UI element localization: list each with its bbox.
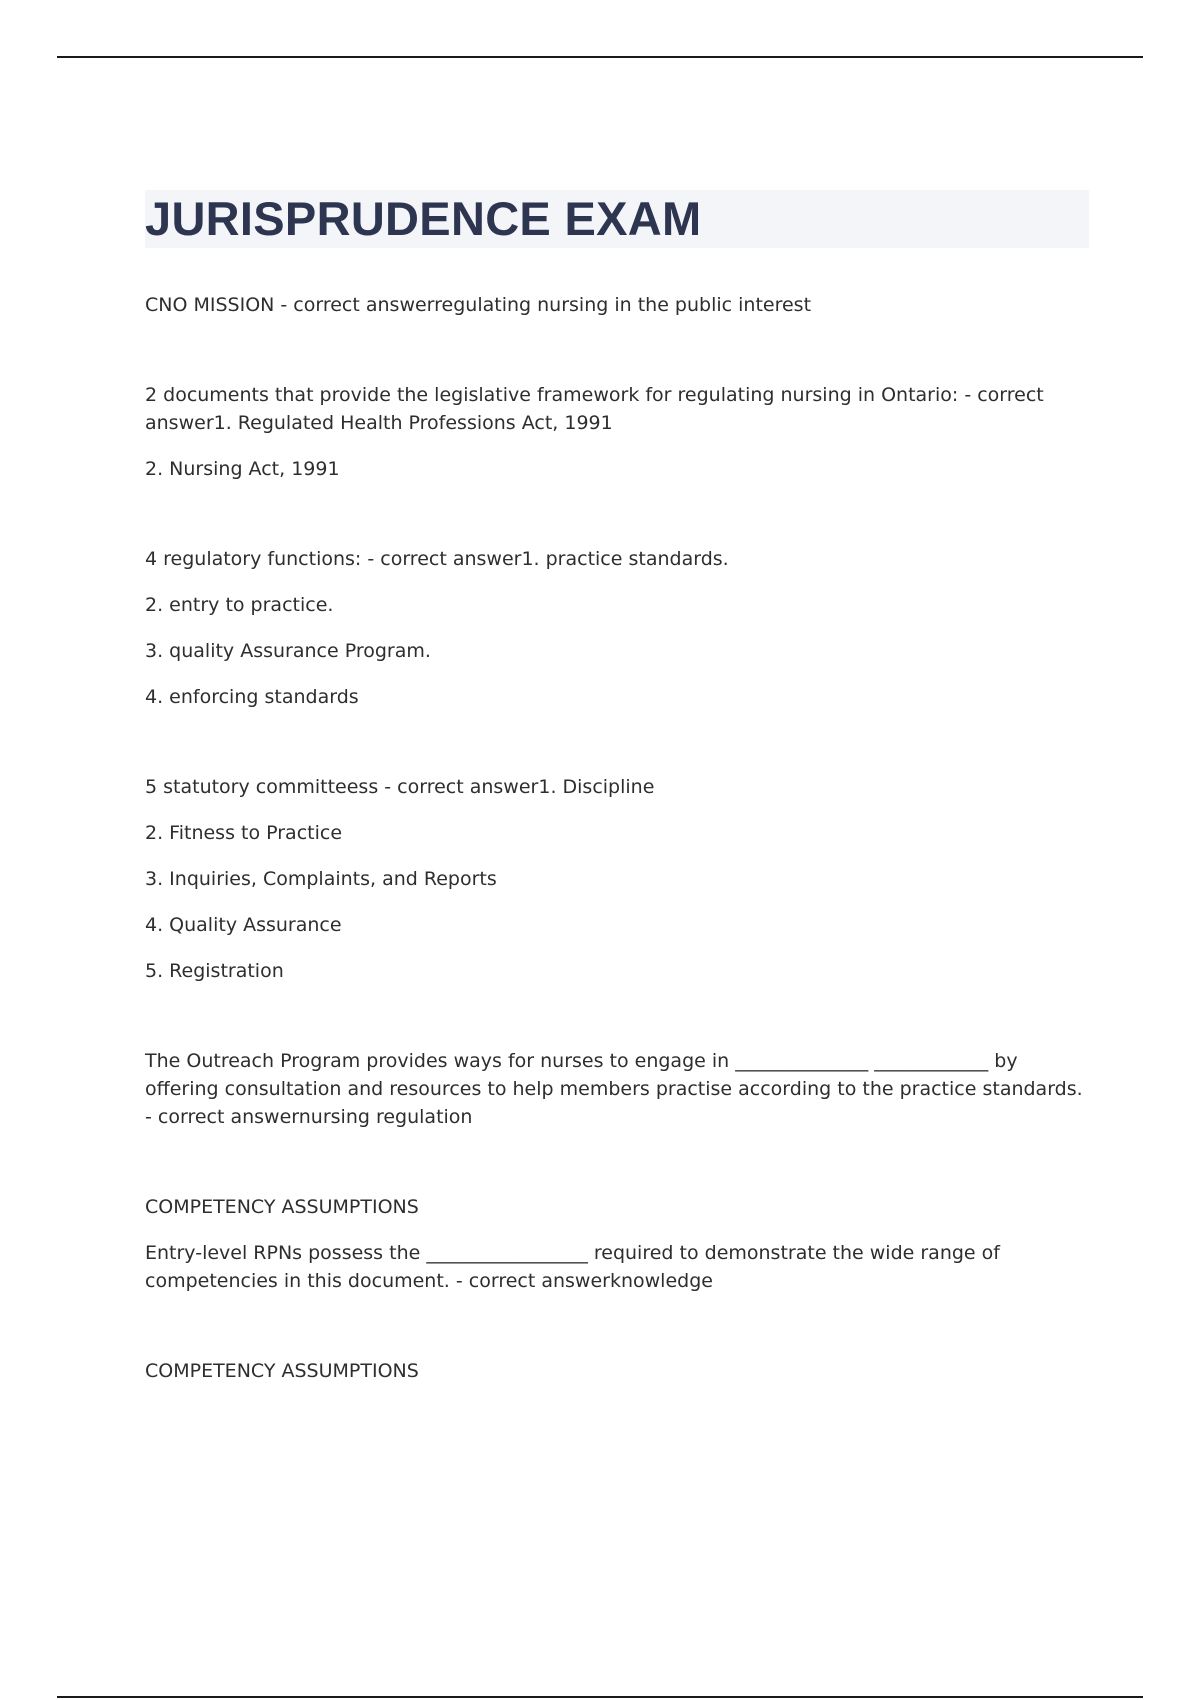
answer-line: 2. Nursing Act, 1991 bbox=[145, 458, 340, 480]
answer-line: 2. entry to practice. bbox=[145, 594, 334, 616]
qa-item-competency-knowledge bbox=[145, 1193, 1090, 1295]
qa-text: 5 statutory committeess - correct answer1. Discipline bbox=[145, 776, 655, 798]
qa-text: Entry-level RPNs possess the _________________ required to demonstrate the wide range of competencies in this document. - correct answerknowledge bbox=[145, 1242, 1000, 1292]
page-title: JURISPRUDENCE EXAM bbox=[145, 192, 702, 245]
qa-item-outreach-program bbox=[145, 1047, 1090, 1131]
qa-text: 4 regulatory functions: - correct answer1. practice standards. bbox=[145, 548, 729, 570]
document-body bbox=[145, 291, 1090, 1385]
section-heading: COMPETENCY ASSUMPTIONS bbox=[145, 1360, 419, 1382]
bottom-rule bbox=[57, 1696, 1143, 1698]
qa-text: 2 documents that provide the legislative framework for regulating nursing in Ontario: - correct answer1. Regulated Health Professions Act, 1991 bbox=[145, 384, 1044, 434]
section-heading: COMPETENCY ASSUMPTIONS bbox=[145, 1196, 419, 1218]
qa-item-cno-mission bbox=[145, 291, 1090, 319]
qa-text: The Outreach Program provides ways for nurses to engage in ______________ ____________ by offering consultation and resources to help members practise according to the practice standards. - correct answernursing regulation bbox=[145, 1050, 1083, 1128]
qa-item-regulatory-functions bbox=[145, 545, 1090, 711]
answer-line: 3. quality Assurance Program. bbox=[145, 640, 431, 662]
qa-item-competency-assumptions bbox=[145, 1357, 1090, 1385]
answer-line: 4. Quality Assurance bbox=[145, 914, 342, 936]
qa-item-legislative-framework bbox=[145, 381, 1090, 483]
answer-line: 5. Registration bbox=[145, 960, 284, 982]
answer-line: 4. enforcing standards bbox=[145, 686, 359, 708]
qa-text: CNO MISSION - correct answerregulating nursing in the public interest bbox=[145, 294, 812, 316]
qa-item-statutory-committees bbox=[145, 773, 1090, 985]
answer-line: 2. Fitness to Practice bbox=[145, 822, 343, 844]
top-rule bbox=[57, 56, 1143, 58]
answer-line: 3. Inquiries, Complaints, and Reports bbox=[145, 868, 497, 890]
